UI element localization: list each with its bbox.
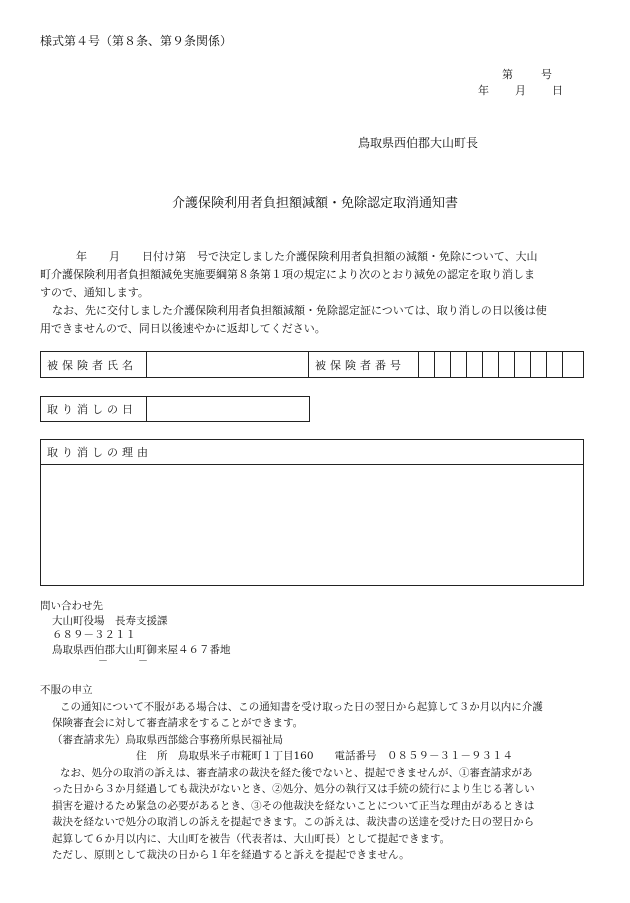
date-year: 年: [478, 84, 489, 97]
insured-number-digit[interactable]: [451, 352, 467, 377]
objection-line: この通知について不服がある場合は、この通知書を受け取った日の翌日から起算して３か月以内に介護: [60, 700, 543, 713]
contact-heading: 問い合わせ先: [40, 600, 103, 612]
objection-line: った日から３か月経過しても裁決がないとき、②処分、処分の執行又は手続の続行により生じる著しい: [52, 783, 535, 795]
insured-number-label: 被保険者番号: [309, 352, 419, 377]
objection-line: （審査請求先）鳥取県西部総合事務所県民福祉局: [52, 733, 283, 746]
insured-number-digit[interactable]: [467, 352, 483, 377]
objection-line: ただし、原則として裁決の日から１年を経過すると訴えを提起できません。: [52, 849, 410, 861]
insured-name-label: 被保険者氏名: [41, 352, 147, 377]
paragraph-note: [40, 302, 588, 338]
objection-line: なお、処分の取消の訴えは、審査請求の裁決を経た後でないと、提起できませんが、①審査請求があ: [60, 766, 533, 779]
insured-number-digit[interactable]: [531, 352, 547, 377]
objection-line: 起算して６か月以内に、大山町を被告（代表者は、大山町長）として提起できます。: [52, 832, 451, 845]
issuer: 鳥取県西伯郡大山町長: [358, 136, 479, 150]
cancel-reason-label: 取り消しの理由: [41, 440, 583, 465]
paragraph-main: [40, 248, 588, 302]
contact-phone: ６８９－３２１１: [52, 629, 136, 641]
contact-address: 鳥取県西伯郡大山町御来屋４６７番地: [52, 643, 231, 656]
document-title: 介護保険利用者負担額減額・免除認定取消通知書: [171, 196, 458, 211]
objection-block: [40, 682, 588, 864]
cancel-date-label: 取り消しの日: [41, 397, 147, 421]
paragraph-main-line: 年 月 日付け第 号で決定しました介護保険利用者負担額の減額・免除について、大山: [76, 250, 538, 263]
insured-number-digit[interactable]: [563, 352, 579, 377]
cancel-date-row: [40, 396, 310, 422]
document-number-go: 号: [541, 68, 552, 81]
contact-block: [40, 599, 231, 657]
objection-line: 住 所 鳥取県米子市糀町１丁目160 電話番号 ０８５９－３１－９３１４: [136, 750, 514, 762]
date-day: 日: [552, 84, 563, 97]
paragraph-note-line: 用できませんので、同日以後速やかに返却してください。: [40, 322, 326, 335]
contact-dashes: －－: [98, 656, 178, 667]
form-number: 様式第４号（第８条、第９条関係）: [40, 34, 233, 48]
objection-heading: 不服の申立: [40, 684, 93, 696]
insured-number-digit[interactable]: [435, 352, 451, 377]
paragraph-note-line: なお、先に交付しました介護保険利用者負担額減額・免除認定証については、取り消しの日以後は使: [52, 304, 547, 317]
objection-line: 保険審査会に対して審査請求をすることができます。: [52, 717, 304, 729]
contact-office: 大山町役場 長寿支援課: [52, 614, 168, 627]
paragraph-main-line: すので、通知します。: [40, 286, 149, 299]
cancel-date-field[interactable]: [147, 397, 309, 421]
insured-number-digit[interactable]: [499, 352, 515, 377]
date-month: 月: [515, 84, 526, 97]
document-number: [502, 66, 552, 82]
objection-line: 裁決を経ないで処分の取消しの訴えを提起できます。この訴えは、裁決書の送達を受けた日の翌日から: [52, 816, 535, 828]
insured-number-digit[interactable]: [483, 352, 499, 377]
paragraph-main-line: 町介護保険利用者負担額減免実施要綱第８条第１項の規定により次のとおり減免の認定を取り消しま: [40, 268, 535, 281]
cancel-reason-field[interactable]: [41, 465, 583, 585]
cancel-reason-box: [40, 439, 584, 586]
insured-number-digit[interactable]: [515, 352, 531, 377]
insured-info-row: [40, 351, 584, 378]
insured-name-field[interactable]: [147, 352, 309, 377]
document-number-dai: 第: [502, 68, 513, 81]
objection-line: 損害を避けるため緊急の必要があるとき、③その他裁決を経ないことについて正当な理由があるときは: [52, 799, 535, 812]
insured-number-digit[interactable]: [547, 352, 563, 377]
date-fields: [478, 82, 563, 98]
insured-number-digit[interactable]: [419, 352, 435, 377]
